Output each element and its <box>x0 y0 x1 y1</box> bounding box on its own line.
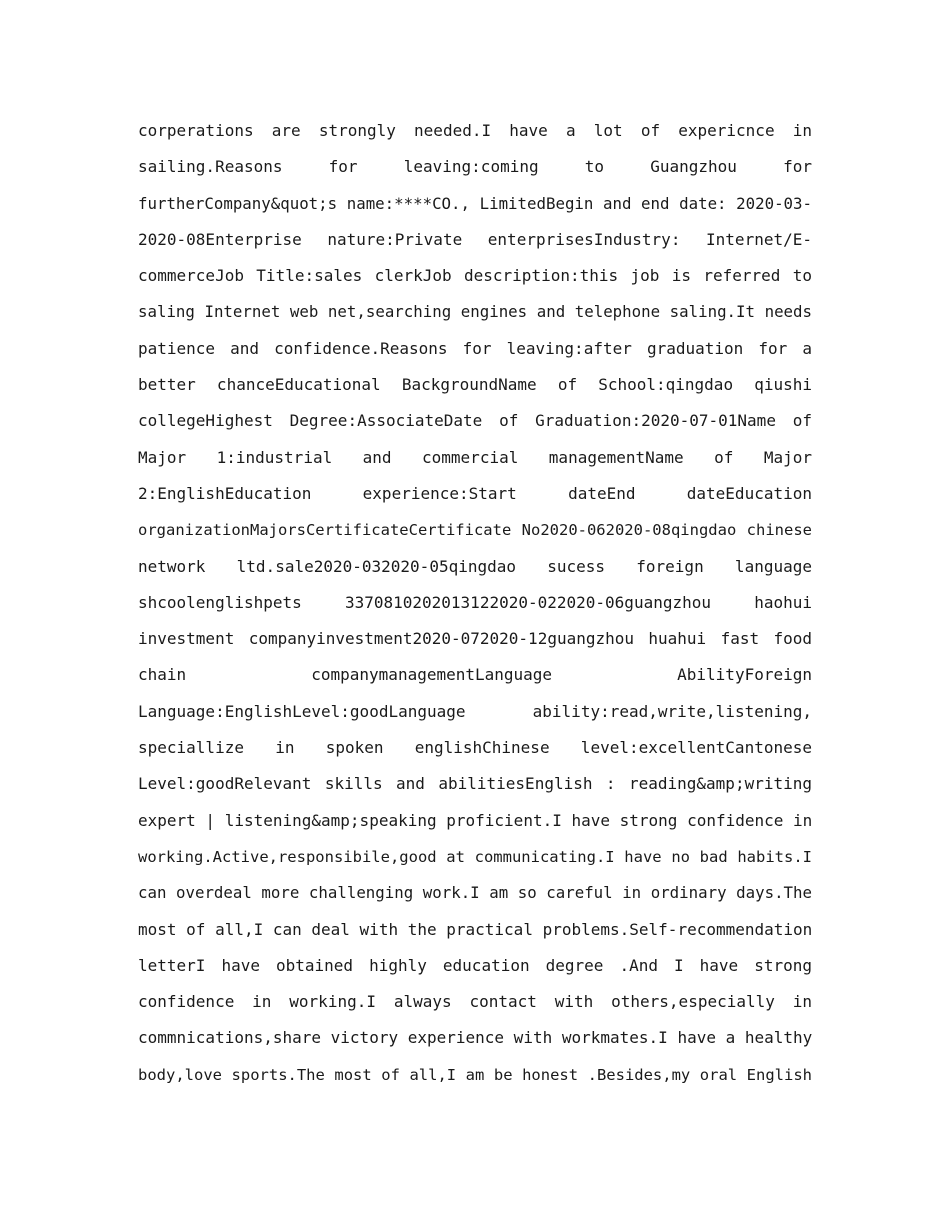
text-line: letterI have obtained highly education degree .And I have strong <box>138 955 812 975</box>
text-line: investment companyinvestment2020-072020-12guangzhou huahui fast food <box>138 629 812 649</box>
text-line: saling Internet web net,searching engines and telephone saling.It needs <box>138 302 812 322</box>
text-line: Level:goodRelevant skills and abilitiesEnglish : reading&amp;writing <box>138 774 812 794</box>
text-line: collegeHighest Degree:AssociateDate of Graduation:2020-07-01Name of <box>138 411 812 431</box>
text-line: 2020-08Enterprise nature:Private enterprisesIndustry: Internet/E- <box>138 229 812 249</box>
text-line: network ltd.sale2020-032020-05qingdao sucess foreign language <box>138 556 812 576</box>
text-line: patience and confidence.Reasons for leaving:after graduation for a <box>138 338 812 358</box>
text-line: can overdeal more challenging work.I am so careful in ordinary days.The <box>138 883 812 903</box>
text-line: sailing.Reasons for leaving:coming to Guangzhou for <box>138 157 812 177</box>
text-line: chain companymanagementLanguage AbilityForeign <box>138 665 812 685</box>
text-line: Language:EnglishLevel:goodLanguage ability:read,write,listening, <box>138 701 812 721</box>
text-line: Major 1:industrial and commercial managementName of Major <box>138 447 812 467</box>
text-line: commnications,share victory experience with workmates.I have a healthy <box>138 1028 812 1048</box>
text-line: expert | listening&amp;speaking proficient.I have strong confidence in <box>138 810 812 830</box>
text-line: confidence in working.I always contact with others,especially in <box>138 992 812 1012</box>
text-line: body,love sports.The most of all,I am be honest .Besides,my oral English <box>138 1065 812 1084</box>
text-line: most of all,I can deal with the practical problems.Self-recommendation <box>138 919 812 939</box>
text-line: 2:EnglishEducation experience:Start dateEnd dateEducation <box>138 483 812 503</box>
text-line: commerceJob Title:sales clerkJob description:this job is referred to <box>138 266 812 286</box>
text-line: shcoolenglishpets 3370810202013122020-022020-06guangzhou haohui <box>138 592 812 612</box>
text-line: organizationMajorsCertificateCertificate No2020-062020-08qingdao chinese <box>138 521 812 540</box>
text-line: better chanceEducational BackgroundName of School:qingdao qiushi <box>138 375 812 395</box>
text-line: furtherCompany&quot;s name:****CO., LimitedBegin and end date: 2020-03- <box>138 193 812 213</box>
document-body-text <box>138 113 812 1093</box>
text-line: corperations are strongly needed.I have a lot of expericnce in <box>138 121 812 140</box>
text-line: working.Active,responsibile,good at communicating.I have no bad habits.I <box>138 847 812 866</box>
text-line: speciallize in spoken englishChinese level:excellentCantonese <box>138 738 812 758</box>
